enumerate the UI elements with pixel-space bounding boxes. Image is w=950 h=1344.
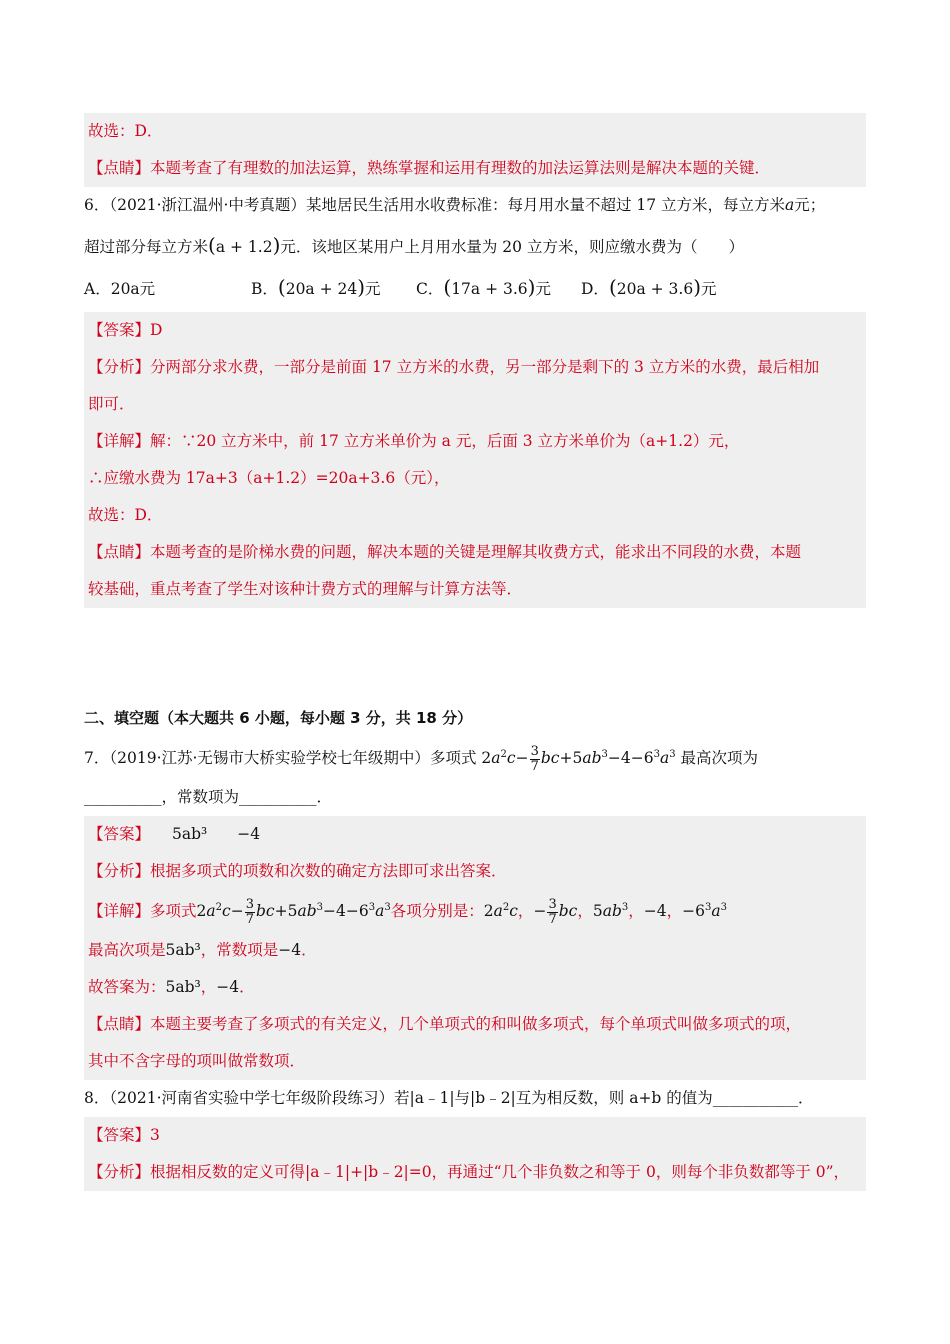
detail-line-1: 【详解】多项式$2a^2c-$ $\frac{3}{7}$ $bc+5ab^3-4-6^3a^3$各项分别是：$2a^2c$，− $\frac{3}{7}$ bc，$5ab^3$，−4，$-6^3a^3$ — [88, 896, 728, 927]
solution-block-6 — [84, 312, 866, 608]
comment-line-2: 其中不含字母的项叫做常数项． — [88, 1052, 306, 1070]
q6-options — [84, 266, 866, 308]
section-title: 二、填空题（本大题共 6 小题，每小题 3 分，共 18 分） — [84, 709, 473, 727]
comment-text: 本题考查了有理数的加法运算，熟练掌握和运用有理数的加法运算法则是解决本题的关键． — [150, 159, 771, 177]
comment-line — [88, 150, 862, 187]
option-c: C．(17a + 3.6)元 — [416, 275, 551, 299]
answer-line: 【答案】 5ab³ −4 — [88, 825, 261, 843]
solution-block-7 — [84, 816, 866, 1080]
q6-stem-line2: 超过部分每立方米(a + 1.2)元．该地区某用户上月用水量为 20 立方米，则应缴水费为（ ） — [84, 233, 744, 257]
analysis-line: 【分析】根据相反数的定义可得|a﹣1|+|b﹣2|=0，再通过“几个非负数之和等于 0，则每个非负数都等于 0”， — [88, 1163, 850, 1181]
detail-line-1: 【详解】解：∵20 立方米中，前 17 立方米单价为 a 元，后面 3 立方米单价为（a+1.2）元， — [88, 432, 740, 450]
price-expression: a + 1.2 — [215, 238, 273, 256]
solution-block-5 — [84, 113, 866, 187]
comment-line-1: 【点睛】本题主要考查了多项式的有关定义，几个单项式的和叫做多项式，每个单项式叫做多项式的项， — [88, 1015, 802, 1033]
analysis-line-2: 即可． — [88, 395, 135, 413]
detail-line-3: 故选：D． — [88, 506, 163, 524]
option-b: B．(20a + 24)元 — [251, 275, 381, 299]
detail-line-3: 故答案为：5ab³，−4． — [88, 978, 255, 996]
comment-tag: 【点睛】 — [88, 159, 151, 177]
analysis-line-1: 【分析】分两部分求水费，一部分是前面 17 立方米的水费，另一部分是剩下的 3 立方米的水费，最后相加 — [88, 358, 820, 376]
detail-line-2: ∴应缴水费为 17a+3（a+1.2）=20a+3.6（元）， — [88, 469, 450, 487]
option-a: A．20a元 — [84, 280, 156, 298]
option-d: D．(20a + 3.6)元 — [581, 275, 717, 299]
q6-stem-line1: 6．（2021·浙江温州·中考真题）某地居民生活用水收费标准：每月用水量不超过 17 立方米，每立方米a元； — [84, 196, 826, 214]
answer-line: 【答案】D — [88, 321, 163, 339]
q7-blank-line: __________，常数项为__________． — [84, 788, 333, 806]
comment-line-2: 较基础，重点考查了学生对该种计费方式的理解与计算方法等． — [88, 580, 523, 598]
document-page — [84, 113, 866, 1191]
detail-line-2: 最高次项是5ab³，常数项是−4． — [88, 941, 317, 959]
analysis-line: 【分析】根据多项式的项数和次数的确定方法即可求出答案． — [88, 862, 507, 880]
q7-stem-line1: 7．（2019·江苏·无锡市大桥实验学校七年级期中）多项式 $2a^2c-$ $\frac{3}{7}$ $bc+5ab^3-4-6^3a^3$ 最高次项为 — [84, 743, 759, 774]
q8-stem: 8．（2021·河南省实验中学七年级阶段练习）若|a﹣1|与|b﹣2|互为相反数，则 a+b 的值为___________． — [84, 1089, 814, 1107]
polynomial-expression: $2a^2c-$ $\frac{3}{7}$ $bc+5ab^3-4-6^3a^3$ — [481, 743, 676, 774]
answer-line: 【答案】3 — [88, 1126, 160, 1144]
comment-line-1: 【点睛】本题考查的是阶梯水费的问题，解决本题的关键是理解其收费方式，能求出不同段的水费，本题 — [88, 543, 802, 561]
solution-block-8 — [84, 1117, 866, 1191]
conclusion-line: 故选：D． — [88, 122, 163, 140]
